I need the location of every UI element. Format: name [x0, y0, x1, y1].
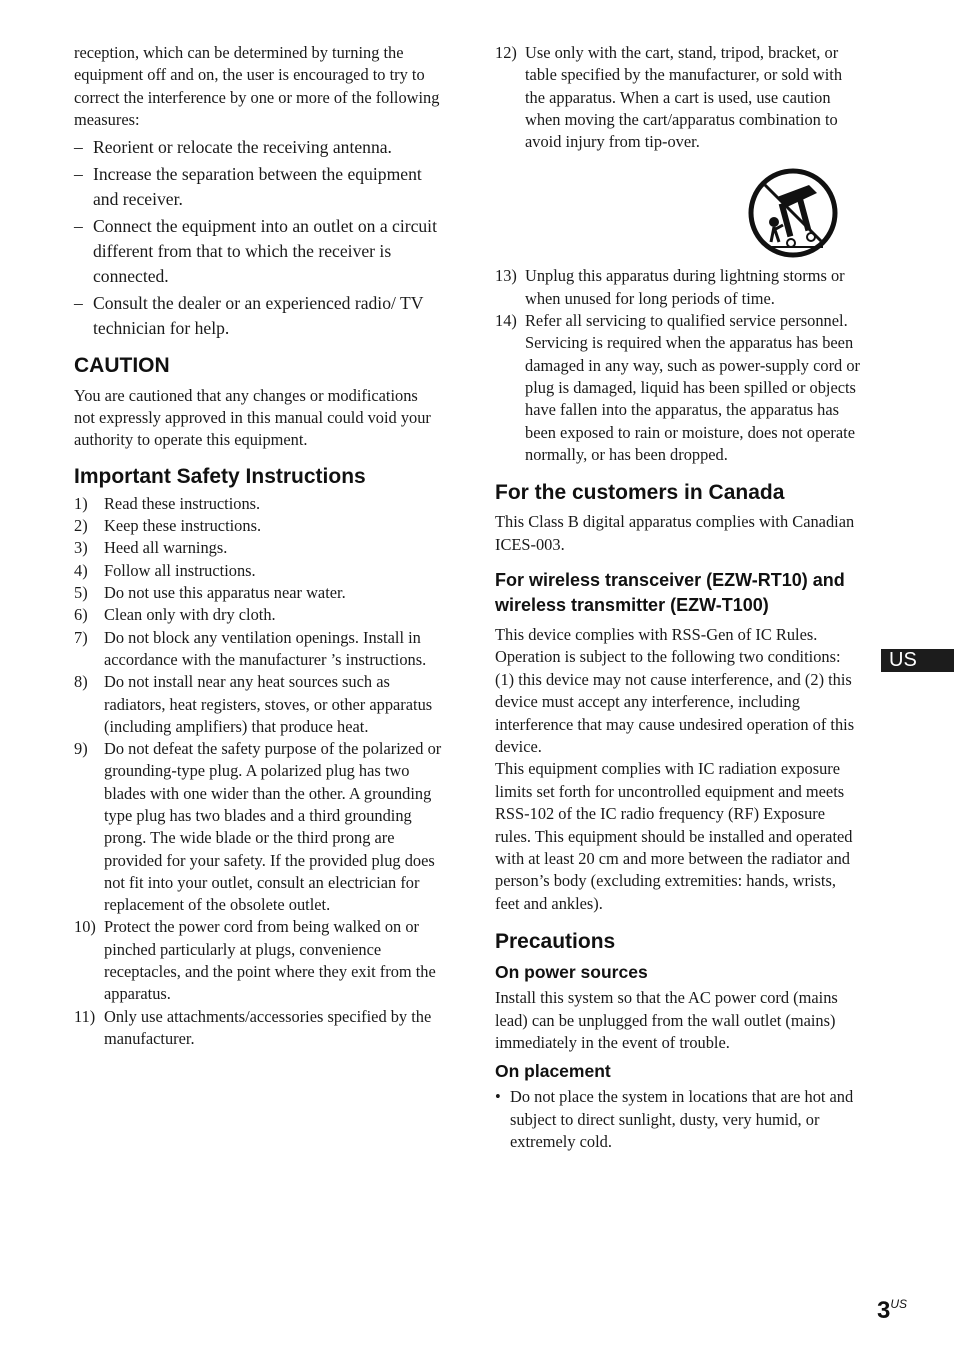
list-item — [495, 42, 863, 153]
item-text: Do not defeat the safety purpose of the polarized or grounding-type plug. A polarized plug has two blades with one wider than the other. A grounding type plug has two blades and a third grounding prong. The wide blade or the third prong are provided for your safety. If the provided plug does not fit into your outlet, consult an electrician for replacement of the obsolete outlet. — [104, 739, 442, 915]
item-text: Do not install near any heat sources such as radiators, heat registers, stoves, or other apparatus (including amplifiers) that produce heat. — [104, 672, 433, 736]
safety-instructions-list-continued — [495, 265, 863, 466]
interference-measures-list — [74, 135, 442, 341]
language-tab: US — [881, 649, 954, 672]
list-item — [74, 604, 442, 626]
item-text: Heed all warnings. — [104, 538, 228, 558]
cart-warning-figure — [495, 153, 863, 265]
list-item — [74, 560, 442, 582]
right-column — [495, 42, 863, 1154]
list-item — [74, 738, 442, 916]
wireless-paragraph: This device complies with RSS-Gen of IC Rules. Operation is subject to the following two conditions: (1) this device may not cause interference, and (2) this device must accept any interference, including interference that may cause undesired operation of this device. — [495, 624, 855, 756]
list-item: • Do not place the system in locations that are hot and subject to direct sunlight, dusty, very humid, or extremely cold. — [495, 1086, 863, 1153]
item-text: Do not block any ventilation openings. Install in accordance with the manufacturer ’s instructions. — [104, 627, 427, 669]
item-text: Clean only with dry cloth. — [104, 605, 276, 625]
list-item — [74, 537, 442, 559]
item-number: 3) — [74, 538, 88, 558]
list-item: – Reorient or relocate the receiving antenna. — [74, 135, 442, 160]
caution-heading: CAUTION — [74, 353, 170, 377]
item-text: Do not use this apparatus near water. — [104, 583, 346, 603]
item-number: 8) — [74, 672, 88, 692]
item-number: 12) — [495, 43, 517, 62]
item-number: 7) — [74, 627, 88, 647]
list-item: – Connect the equipment into an outlet on a circuit different from that to which the receiver is connected. — [74, 214, 442, 289]
list-item — [74, 671, 442, 738]
item-text: Read these instructions. — [104, 493, 261, 513]
item-number: 10) — [74, 917, 96, 937]
list-item — [74, 493, 442, 515]
wireless-paragraph: This equipment complies with IC radiation exposure limits set forth for uncontrolled equipment and meets RSS-102 of the IC radio frequency (RF) Exposure rules. This equipment should be installed and operated with at least 20 cm and more between the radiator and person’s body (excluding extremities: hands, wrists, feet and ankles). — [495, 759, 853, 913]
placement-list — [495, 1086, 863, 1153]
left-column — [74, 42, 442, 1050]
item-text: Only use attachments/accessories specified by the manufacturer. — [104, 1006, 432, 1048]
list-item — [74, 916, 442, 1005]
item-number: 14) — [495, 311, 517, 331]
list-item: – Increase the separation between the equipment and receiver. — [74, 162, 442, 212]
item-number: 4) — [74, 560, 88, 580]
caution-text: You are cautioned that any changes or modifications not expressly approved in this manual could void your authority to operate this equipment. — [74, 385, 431, 450]
page-number — [877, 1297, 907, 1325]
list-item: – Consult the dealer or an experienced radio/ TV technician for help. — [74, 291, 442, 341]
item-number: 9) — [74, 739, 88, 759]
interference-intro: reception, which can be determined by turning the equipment off and on, the user is encouraged to try to correct the interference by one or more of the following measures: — [74, 43, 440, 130]
power-sources-heading: On power sources — [495, 962, 648, 983]
item-number: 5) — [74, 583, 88, 603]
item-number: 6) — [74, 605, 88, 625]
item-number: 2) — [74, 516, 88, 536]
power-sources-text: Install this system so that the AC power cord (mains lead) can be unplugged from the wall outlet (mains) immediately in the event of trouble. — [495, 988, 838, 1053]
item-text: Unplug this apparatus during lightning storms or when unused for long periods of time. — [525, 266, 845, 308]
item-number: 13) — [495, 266, 517, 286]
page-number-value: 3 — [877, 1297, 891, 1324]
list-item — [74, 1006, 442, 1051]
item-number: 1) — [74, 493, 88, 513]
safety-instructions-heading: Important Safety Instructions — [74, 464, 366, 488]
precautions-heading: Precautions — [495, 930, 616, 954]
list-item — [495, 310, 863, 466]
wireless-heading: For wireless transceiver (EZW-RT10) and wireless transmitter (EZW-T100) — [495, 569, 845, 615]
item-text: Protect the power cord from being walked on or pinched particularly at plugs, convenience receptacles, and the point where they exit from the apparatus. — [104, 917, 436, 1004]
item-text: Keep these instructions. — [104, 516, 262, 536]
item-text: Refer all servicing to qualified service personnel. Servicing is required when the apparatus has been damaged in any way, such as power-supply cord or plug is damaged, liquid has been spilled or objects have fallen into the apparatus, the apparatus has been exposed to rain or moisture, does not operate normally, or has been dropped. — [525, 311, 860, 464]
item-text: Follow all instructions. — [104, 560, 256, 580]
item-text: Use only with the cart, stand, tripod, bracket, or table specified by the manufacturer, or sold with the apparatus. When a cart is used, use caution when moving the cart/apparatus combination to avoid injury from tip-over. — [525, 43, 843, 152]
safety-instructions-list-continued — [495, 42, 863, 153]
list-item — [74, 582, 442, 604]
safety-instructions-list — [74, 493, 442, 1050]
page-number-suffix: US — [890, 1297, 908, 1311]
list-item — [495, 265, 863, 310]
item-number: 11) — [74, 1006, 96, 1026]
canada-heading: For the customers in Canada — [495, 481, 785, 505]
list-item — [74, 627, 442, 672]
list-item — [74, 515, 442, 537]
placement-heading: On placement — [495, 1061, 611, 1082]
canada-text: This Class B digital apparatus complies with Canadian ICES-003. — [495, 512, 855, 554]
cart-tip-over-warning-icon — [747, 167, 839, 259]
